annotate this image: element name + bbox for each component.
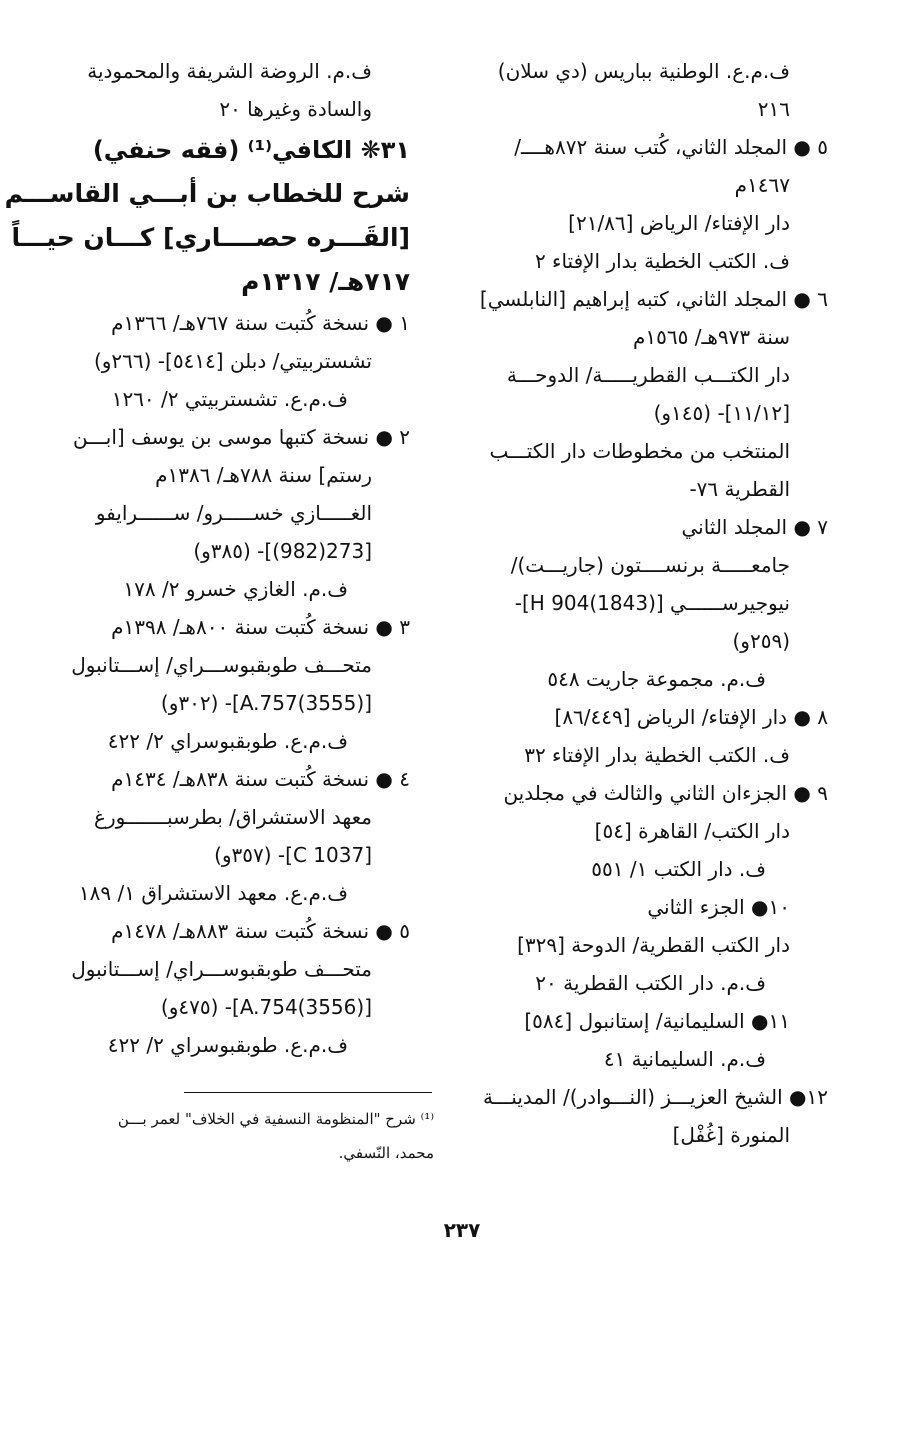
text-line: [١١/١٢]- (١٤٥و) [653, 401, 790, 425]
text-line: معهد الاستشراق/ بطرسبـــــــورغ [94, 805, 372, 829]
right-column [479, 52, 828, 1154]
text-line: ف. دار الكتب ١/ ٥٥١ [591, 857, 766, 881]
entry-title-line: شرح للخطاب بن أبـــي القاســـم [4, 179, 410, 208]
text-line: ف.م.ع. الوطنية بباريس (دي سلان) [497, 59, 790, 83]
text-line: [A.754(3556)]- (٤٧٥و) [160, 995, 372, 1019]
entry-title-line: ٣١❋ الكافي⁽¹⁾ (فقه حنفي) [92, 136, 410, 164]
text-line: المنتخب من مخطوطات دار الكتـــب [489, 439, 790, 463]
text-line: دار الإفتاء/ الرياض [٢١/٨٦] [568, 211, 790, 235]
text-line: ٨ ● دار الإفتاء/ الرياض [٨٦/٤٤٩] [554, 705, 828, 729]
text-line: ٣ ● نسخة كُتبت سنة ٨٠٠هـ/ ١٣٩٨م [111, 615, 410, 639]
text-line: نيوجيرســــــي [H 904(1843)]- [514, 591, 790, 615]
text-line: ٥ ● نسخة كُتبت سنة ٨٨٣هـ/ ١٤٧٨م [111, 919, 410, 943]
text-line: رستم] سنة ٧٨٨هـ/ ١٣٨٦م [155, 463, 372, 487]
text-line: ١٠● الجزء الثاني [647, 895, 790, 919]
text-line: القطرية ٧٦- [689, 477, 790, 501]
text-line: [A.757(3555)]- (٣٠٢و) [160, 691, 372, 715]
text-line: ف.م.ع. طوبقبوسراي ٢/ ٤٢٢ [107, 1033, 348, 1057]
text-line: ٧ ● المجلد الثاني [681, 515, 828, 539]
text-line: ف. الكتب الخطية بدار الإفتاء ٣٢ [524, 743, 790, 767]
entry-title-line: [القَـــره حصــــاري] كـــان حيـــاً [11, 223, 410, 252]
text-line: ف.م.ع. طوبقبوسراي ٢/ ٤٢٢ [107, 729, 348, 753]
text-line: ف.م. الغازي خسرو ٢/ ١٧٨ [123, 577, 348, 601]
text-line: (٢٥٩و) [732, 629, 790, 653]
text-line: ١١● السليمانية/ إستانبول [٥٨٤] [524, 1009, 790, 1033]
text-line: ف.م. دار الكتب القطرية ٢٠ [535, 971, 766, 995]
text-line: ٢ ● نسخة كتبها موسى بن يوسف [ابـــن [73, 425, 410, 449]
footnote-line: ⁽¹⁾ شرح "المنظومة النسفية في الخلاف" لعمر بـــن [117, 1110, 434, 1128]
footnote-line: محمد، النّسفي. [338, 1144, 434, 1162]
text-line: ١ ● نسخة كُتبت سنة ٧٦٧هـ/ ١٣٦٦م [111, 311, 410, 335]
entry-title-line: ٧١٧هـ/ ١٣١٧م [241, 267, 410, 296]
text-line: متحـــف طوبقبوســـراي/ إســـتانبول [71, 653, 372, 677]
text-line: دار الكتب/ القاهرة [٥٤] [594, 819, 790, 843]
text-line: ٥ ● المجلد الثاني، كُتب سنة ٨٧٢هــــ/ [514, 135, 828, 159]
text-line: ف. الكتب الخطية بدار الإفتاء ٢ [534, 249, 790, 273]
text-line: متحـــف طوبقبوســـراي/ إســـتانبول [71, 957, 372, 981]
text-line: جامعـــــة برنســــتون (جاريـــت)/ [510, 553, 790, 577]
text-line: ٢١٦ [757, 97, 790, 121]
footnote [84, 1102, 434, 1170]
text-line: ٩ ● الجزءان الثاني والثالث في مجلدين [503, 781, 828, 805]
text-line: ٤ ● نسخة كُتبت سنة ٨٣٨هـ/ ١٤٣٤م [111, 767, 410, 791]
text-line: ١٢● الشيخ العزيـــز (النـــوادر)/ المدينـــة [483, 1085, 828, 1109]
text-line: [C 1037]- (٣٥٧و) [214, 843, 372, 867]
footnote-divider [184, 1092, 432, 1093]
page-number: ٢٣٧ [443, 1218, 481, 1242]
text-line: دار الكتـــب القطريـــــة/ الدوحـــة [506, 363, 790, 387]
text-line: ١٤٦٧م [734, 173, 790, 197]
text-line: دار الكتب القطرية/ الدوحة [٣٢٩] [517, 933, 790, 957]
text-line: ف.م. مجموعة جاريت ٥٤٨ [547, 667, 766, 691]
text-line: الغـــــازي خســـــرو/ ســــــرايفو [95, 501, 372, 525]
text-line: سنة ٩٧٣هـ/ ١٥٦٥م [633, 325, 790, 349]
text-line: [273(982)]- (٣٨٥و) [193, 539, 372, 563]
text-line: ف.م. الروضة الشريفة والمحمودية [87, 59, 372, 83]
text-line: تشستربيتي/ دبلن [٥٤١٤]- (٢٦٦و) [93, 349, 372, 373]
text-line: ف.م.ع. تشستربيتي ٢/ ١٢٦٠ [111, 387, 348, 411]
text-line: ف.م. السليمانية ٤١ [603, 1047, 766, 1071]
text-line: والسادة وغيرها ٢٠ [219, 97, 372, 121]
left-column [4, 52, 410, 1064]
text-line: ف.م.ع. معهد الاستشراق ١/ ١٨٩ [78, 881, 348, 905]
text-line: المنورة [غُفْل] [672, 1123, 790, 1147]
text-line: ٦ ● المجلد الثاني، كتبه إبراهيم [النابلسي] [479, 287, 828, 311]
